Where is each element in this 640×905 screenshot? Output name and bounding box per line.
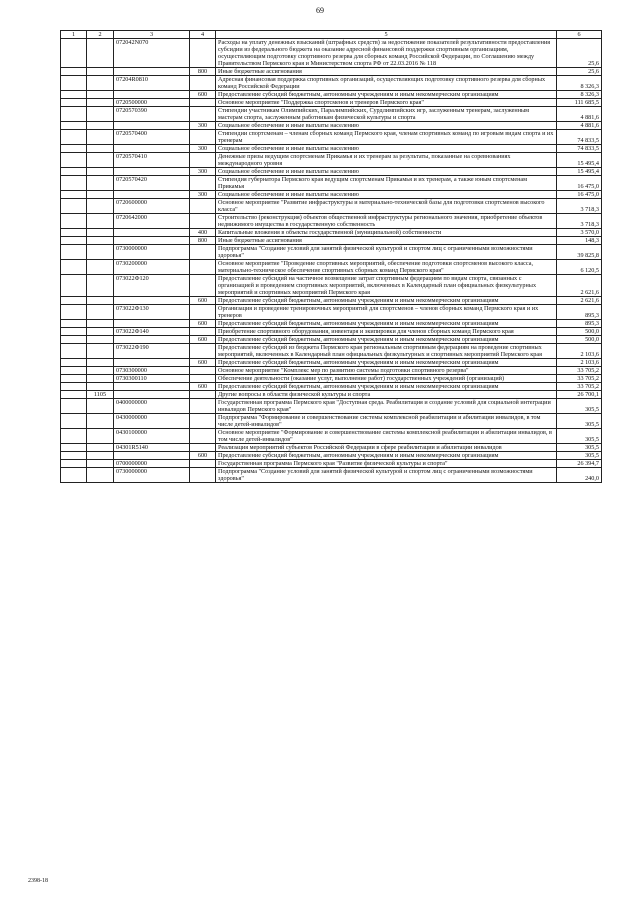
- amount-cell: 33 705,2: [557, 367, 602, 375]
- table-row: [61, 359, 602, 367]
- subsection-code-cell: [87, 91, 114, 99]
- section-code-cell: [61, 214, 87, 229]
- subsection-code-cell: [87, 145, 114, 153]
- section-code-cell: [61, 107, 87, 122]
- item-name-cell: Социальное обеспечение и иные выплаты населению: [216, 145, 557, 153]
- subsection-code-cell: [87, 39, 114, 68]
- item-name-cell: Предоставление субсидий бюджетным, автономным учреждениям и иным некоммерческим организациям: [216, 297, 557, 305]
- table-row: [61, 153, 602, 168]
- amount-cell: 15 495,4: [557, 153, 602, 168]
- section-code-cell: [61, 39, 87, 68]
- amount-cell: 240,0: [557, 468, 602, 483]
- section-code-cell: [61, 229, 87, 237]
- subsection-code-cell: [87, 191, 114, 199]
- section-code-cell: [61, 359, 87, 367]
- subsection-code-cell: [87, 176, 114, 191]
- amount-cell: 111 685,5: [557, 99, 602, 107]
- amount-cell: 500,0: [557, 336, 602, 344]
- target-article-code-cell: 0720642000: [114, 214, 190, 229]
- subsection-code-cell: [87, 245, 114, 260]
- amount-cell: 2 621,6: [557, 275, 602, 297]
- expense-type-code-cell: [190, 375, 216, 383]
- target-article-code-cell: 0720500000: [114, 99, 190, 107]
- amount-cell: 2 103,6: [557, 359, 602, 367]
- table-row: [61, 168, 602, 176]
- table-row: [61, 305, 602, 320]
- table-row: [61, 39, 602, 68]
- header-row: [61, 31, 602, 39]
- amount-cell: 33 705,2: [557, 383, 602, 391]
- section-code-cell: [61, 237, 87, 245]
- table-row: [61, 176, 602, 191]
- target-article-code-cell: 07204R0810: [114, 76, 190, 91]
- table-row: [61, 375, 602, 383]
- section-code-cell: [61, 199, 87, 214]
- subsection-code-cell: [87, 68, 114, 76]
- expense-type-code-cell: [190, 76, 216, 91]
- amount-cell: 26 700,1: [557, 391, 602, 399]
- subsection-code-cell: [87, 344, 114, 359]
- expense-type-code-cell: 300: [190, 145, 216, 153]
- item-name-cell: Обеспечение деятельности (оказание услуг, выполнение работ) государственных учреждений (организаций): [216, 375, 557, 383]
- amount-cell: 305,5: [557, 444, 602, 452]
- target-article-code-cell: 0720570410: [114, 153, 190, 168]
- amount-cell: 8 326,3: [557, 76, 602, 91]
- subsection-code-cell: [87, 320, 114, 328]
- expense-type-code-cell: [190, 468, 216, 483]
- item-name-cell: Иные бюджетные ассигнования: [216, 237, 557, 245]
- expense-type-code-cell: [190, 367, 216, 375]
- section-code-cell: [61, 320, 87, 328]
- subsection-code-cell: [87, 275, 114, 297]
- expense-type-code-cell: [190, 153, 216, 168]
- target-article-code-cell: 0720570400: [114, 130, 190, 145]
- item-name-cell: Предоставление субсидий бюджетным, автономным учреждениям и иным некоммерческим организациям: [216, 383, 557, 391]
- target-article-code-cell: [114, 359, 190, 367]
- subsection-code-cell: [87, 359, 114, 367]
- target-article-code-cell: 0720570390: [114, 107, 190, 122]
- amount-cell: 2 621,6: [557, 297, 602, 305]
- table-row: [61, 336, 602, 344]
- subsection-code-cell: 1105: [87, 391, 114, 399]
- target-article-code-cell: [114, 297, 190, 305]
- item-name-cell: Основное мероприятие "Поддержка спортсменов и тренеров Пермского края": [216, 99, 557, 107]
- table-row: [61, 391, 602, 399]
- expense-type-code-cell: [190, 260, 216, 275]
- table-row: [61, 383, 602, 391]
- table-row: [61, 275, 602, 297]
- target-article-code-cell: 0730000000: [114, 468, 190, 483]
- section-code-cell: [61, 344, 87, 359]
- subsection-code-cell: [87, 153, 114, 168]
- expense-type-code-cell: [190, 107, 216, 122]
- item-name-cell: Приобретение спортивного оборудования, инвентаря и экипировки для членов сборных команд Пермского края: [216, 328, 557, 336]
- subsection-code-cell: [87, 214, 114, 229]
- subsection-code-cell: [87, 305, 114, 320]
- amount-cell: 16 475,0: [557, 191, 602, 199]
- expense-type-code-cell: [190, 245, 216, 260]
- target-article-code-cell: 0430000000: [114, 414, 190, 429]
- page-number: 69: [316, 6, 324, 15]
- item-name-cell: Государственная программа Пермского края "Развитие физической культуры и спорта": [216, 460, 557, 468]
- subsection-code-cell: [87, 444, 114, 452]
- amount-cell: 305,5: [557, 399, 602, 414]
- subsection-code-cell: [87, 122, 114, 130]
- section-code-cell: [61, 460, 87, 468]
- expense-type-code-cell: 800: [190, 68, 216, 76]
- subsection-code-cell: [87, 383, 114, 391]
- item-name-cell: Предоставление субсидий бюджетным, автономным учреждениям и иным некоммерческим организациям: [216, 91, 557, 99]
- section-code-cell: [61, 68, 87, 76]
- budget-table: [60, 30, 602, 483]
- table-row: [61, 145, 602, 153]
- amount-cell: 3 718,3: [557, 214, 602, 229]
- section-code-cell: [61, 122, 87, 130]
- subsection-code-cell: [87, 260, 114, 275]
- amount-cell: 74 833,5: [557, 130, 602, 145]
- target-article-code-cell: [114, 452, 190, 460]
- target-article-code-cell: [114, 122, 190, 130]
- amount-cell: 16 475,0: [557, 176, 602, 191]
- expense-type-code-cell: [190, 199, 216, 214]
- expense-type-code-cell: [190, 99, 216, 107]
- section-code-cell: [61, 452, 87, 460]
- header-cell-6: 6: [557, 31, 602, 39]
- footer-code: 2398-18: [28, 878, 48, 884]
- expense-type-code-cell: [190, 414, 216, 429]
- section-code-cell: [61, 176, 87, 191]
- table-row: [61, 367, 602, 375]
- section-code-cell: [61, 429, 87, 444]
- target-article-code-cell: 0730300000: [114, 367, 190, 375]
- target-article-code-cell: [114, 237, 190, 245]
- expense-type-code-cell: 600: [190, 452, 216, 460]
- target-article-code-cell: 073022Ф140: [114, 328, 190, 336]
- amount-cell: 8 326,3: [557, 91, 602, 99]
- expense-type-code-cell: [190, 399, 216, 414]
- subsection-code-cell: [87, 468, 114, 483]
- item-name-cell: Денежные призы ведущим спортсменам Прикамья и их тренерам за результаты, показанные на соревнованиях международного уровня: [216, 153, 557, 168]
- amount-cell: 4 881,6: [557, 122, 602, 130]
- expense-type-code-cell: 300: [190, 122, 216, 130]
- amount-cell: 305,5: [557, 414, 602, 429]
- expense-type-code-cell: 600: [190, 297, 216, 305]
- target-article-code-cell: [114, 191, 190, 199]
- table-row: [61, 468, 602, 483]
- section-code-cell: [61, 130, 87, 145]
- subsection-code-cell: [87, 375, 114, 383]
- item-name-cell: Стипендии спортсменам – членам сборных команд Пермского края, членам спортивных команд по игровым видам спорта и их тренерам: [216, 130, 557, 145]
- amount-cell: 6 120,5: [557, 260, 602, 275]
- expense-type-code-cell: 300: [190, 168, 216, 176]
- subsection-code-cell: [87, 414, 114, 429]
- item-name-cell: Предоставление субсидий на частичное возмещение затрат спортивным федерациям по видам спорта, связанных с организацией и проведением спортивных мероприятий, включенных в Календарный план официальных физкультурных мероприятий и спортивных мероприятий Пермского края: [216, 275, 557, 297]
- expense-type-code-cell: 600: [190, 383, 216, 391]
- expense-type-code-cell: 600: [190, 91, 216, 99]
- item-name-cell: Подпрограмма "Создание условий для занятий физической культурой и спортом лиц с ограниченными возможностями здоровья": [216, 245, 557, 260]
- amount-cell: 148,3: [557, 237, 602, 245]
- item-name-cell: Социальное обеспечение и иные выплаты населению: [216, 191, 557, 199]
- target-article-code-cell: [114, 336, 190, 344]
- subsection-code-cell: [87, 229, 114, 237]
- table-row: [61, 414, 602, 429]
- expense-type-code-cell: [190, 391, 216, 399]
- item-name-cell: Социальное обеспечение и иные выплаты населению: [216, 122, 557, 130]
- table-row: [61, 429, 602, 444]
- item-name-cell: Организация и проведение тренировочных мероприятий для спортсменов – членов сборных команд Пермского края и их тренеров: [216, 305, 557, 320]
- target-article-code-cell: 0730000000: [114, 245, 190, 260]
- item-name-cell: Государственная программа Пермского края "Доступная среда. Реабилитация и создание условий для социальной интеграции инвалидов Пермского края": [216, 399, 557, 414]
- table-row: [61, 320, 602, 328]
- target-article-code-cell: 072042N070: [114, 39, 190, 68]
- table-row: [61, 68, 602, 76]
- section-code-cell: [61, 275, 87, 297]
- expense-type-code-cell: 300: [190, 191, 216, 199]
- header-cell-2: 2: [87, 31, 114, 39]
- expense-type-code-cell: [190, 460, 216, 468]
- item-name-cell: Строительство (реконструкция) объектов общественной инфраструктуры регионального значения, приобретение объектов недвижимого имущества в государственную собственность: [216, 214, 557, 229]
- item-name-cell: Адресная финансовая поддержка спортивных организаций, осуществляющих подготовку спортивного резерва для сборных команд Российской Федерации: [216, 76, 557, 91]
- item-name-cell: Предоставление субсидий бюджетным, автономным учреждениям и иным некоммерческим организациям: [216, 359, 557, 367]
- item-name-cell: Иные бюджетные ассигнования: [216, 68, 557, 76]
- amount-cell: 26 394,7: [557, 460, 602, 468]
- subsection-code-cell: [87, 199, 114, 214]
- amount-cell: 74 833,5: [557, 145, 602, 153]
- expense-type-code-cell: [190, 305, 216, 320]
- target-article-code-cell: [114, 320, 190, 328]
- subsection-code-cell: [87, 429, 114, 444]
- amount-cell: 15 495,4: [557, 168, 602, 176]
- target-article-code-cell: 0400000000: [114, 399, 190, 414]
- section-code-cell: [61, 468, 87, 483]
- section-code-cell: [61, 99, 87, 107]
- item-name-cell: Реализация мероприятий субъектов Российской Федерации в сфере реабилитации и абилитации инвалидов: [216, 444, 557, 452]
- section-code-cell: [61, 153, 87, 168]
- subsection-code-cell: [87, 460, 114, 468]
- amount-cell: 39 825,8: [557, 245, 602, 260]
- subsection-code-cell: [87, 130, 114, 145]
- item-name-cell: Расходы на уплату денежных взысканий (штрафных средств) за недостижение показателей результативности предоставления субсидии из федерального бюджета на оказание адресной финансовой поддержки спортивным организациям, осуществляющим подготовку спортивного резерва для сборных команд Российской Федерации, по Соглашению между Правительством Пермского края и Министерством спорта РФ от 22.03.2016 № 118: [216, 39, 557, 68]
- table-row: [61, 122, 602, 130]
- target-article-code-cell: [114, 383, 190, 391]
- item-name-cell: Предоставление субсидий бюджетным, автономным учреждениям и иным некоммерческим организациям: [216, 336, 557, 344]
- section-code-cell: [61, 245, 87, 260]
- target-article-code-cell: 0720600000: [114, 199, 190, 214]
- target-article-code-cell: 0720570420: [114, 176, 190, 191]
- subsection-code-cell: [87, 336, 114, 344]
- section-code-cell: [61, 145, 87, 153]
- target-article-code-cell: 0730300110: [114, 375, 190, 383]
- item-name-cell: Предоставление субсидий из бюджета Пермского края региональным спортивным федерациям на проведение спортивных мероприятий, включенных в Календарный план официальных физкультурных и спортивных мероприятий Пермского края: [216, 344, 557, 359]
- expense-type-code-cell: 800: [190, 237, 216, 245]
- expense-type-code-cell: [190, 176, 216, 191]
- target-article-code-cell: [114, 91, 190, 99]
- table-row: [61, 260, 602, 275]
- header-cell-5: 5: [216, 31, 557, 39]
- table-row: [61, 229, 602, 237]
- amount-cell: 3 570,0: [557, 229, 602, 237]
- expense-type-code-cell: [190, 214, 216, 229]
- subsection-code-cell: [87, 328, 114, 336]
- item-name-cell: Основное мероприятие "Проведение спортивных мероприятий, обеспечение подготовки спортсменов высокого класса, материально-техническое обеспечение спортивных сборных команд Пермского края": [216, 260, 557, 275]
- section-code-cell: [61, 391, 87, 399]
- section-code-cell: [61, 336, 87, 344]
- amount-cell: 3 718,3: [557, 199, 602, 214]
- item-name-cell: Предоставление субсидий бюджетным, автономным учреждениям и иным некоммерческим организациям: [216, 452, 557, 460]
- subsection-code-cell: [87, 76, 114, 91]
- item-name-cell: Подпрограмма "Создание условий для занятий физической культурой и спортом лиц с ограниченными возможностями здоровья": [216, 468, 557, 483]
- amount-cell: 305,5: [557, 452, 602, 460]
- subsection-code-cell: [87, 168, 114, 176]
- amount-cell: 25,6: [557, 39, 602, 68]
- amount-cell: 25,6: [557, 68, 602, 76]
- table-row: [61, 99, 602, 107]
- item-name-cell: Основное мероприятие "Формирование и совершенствование системы комплексной реабилитации и абилитации инвалидов, в том числе детей-инвалидов": [216, 429, 557, 444]
- section-code-cell: [61, 367, 87, 375]
- table-body: [61, 31, 602, 483]
- table-row: [61, 452, 602, 460]
- item-name-cell: Основное мероприятие "Комплекс мер по развитию системы подготовки спортивного резерва": [216, 367, 557, 375]
- item-name-cell: Основное мероприятие "Развитие инфраструктуры и материально-технической базы для подготовки спортсменов высокого класса": [216, 199, 557, 214]
- expense-type-code-cell: [190, 39, 216, 68]
- table-row: [61, 444, 602, 452]
- section-code-cell: [61, 328, 87, 336]
- table-row: [61, 460, 602, 468]
- section-code-cell: [61, 414, 87, 429]
- item-name-cell: Предоставление субсидий бюджетным, автономным учреждениям и иным некоммерческим организациям: [216, 320, 557, 328]
- section-code-cell: [61, 383, 87, 391]
- table-row: [61, 199, 602, 214]
- target-article-code-cell: 073022Ф190: [114, 344, 190, 359]
- subsection-code-cell: [87, 237, 114, 245]
- table-row: [61, 191, 602, 199]
- subsection-code-cell: [87, 107, 114, 122]
- table-row: [61, 245, 602, 260]
- expense-type-code-cell: 600: [190, 320, 216, 328]
- target-article-code-cell: 073022Ф120: [114, 275, 190, 297]
- expense-type-code-cell: [190, 344, 216, 359]
- subsection-code-cell: [87, 297, 114, 305]
- amount-cell: 33 705,2: [557, 375, 602, 383]
- target-article-code-cell: 0430100000: [114, 429, 190, 444]
- amount-cell: 2 103,6: [557, 344, 602, 359]
- amount-cell: 4 881,6: [557, 107, 602, 122]
- table-row: [61, 237, 602, 245]
- table-row: [61, 344, 602, 359]
- item-name-cell: Капитальные вложения в объекты государственной (муниципальной) собственности: [216, 229, 557, 237]
- item-name-cell: Социальное обеспечение и иные выплаты населению: [216, 168, 557, 176]
- amount-cell: 895,3: [557, 305, 602, 320]
- item-name-cell: Стипендии участникам Олимпийских, Паралимпийских, Сурдлимпийских игр, заслуженным тренерам, заслуженным мастерам спорта, заслуженным работникам физической культуры и спорта: [216, 107, 557, 122]
- table-row: [61, 91, 602, 99]
- section-code-cell: [61, 191, 87, 199]
- expense-type-code-cell: 400: [190, 229, 216, 237]
- item-name-cell: Стипендия губернатора Пермского края ведущим спортсменам Прикамья и их тренерам, а также юным спортсменам Прикамья: [216, 176, 557, 191]
- target-article-code-cell: [114, 391, 190, 399]
- table-row: [61, 130, 602, 145]
- section-code-cell: [61, 297, 87, 305]
- target-article-code-cell: 0730200000: [114, 260, 190, 275]
- section-code-cell: [61, 168, 87, 176]
- section-code-cell: [61, 399, 87, 414]
- header-cell-3: 3: [114, 31, 190, 39]
- subsection-code-cell: [87, 99, 114, 107]
- target-article-code-cell: 0700000000: [114, 460, 190, 468]
- amount-cell: 305,5: [557, 429, 602, 444]
- target-article-code-cell: 04301R5140: [114, 444, 190, 452]
- subsection-code-cell: [87, 399, 114, 414]
- expense-type-code-cell: [190, 429, 216, 444]
- target-article-code-cell: [114, 229, 190, 237]
- target-article-code-cell: [114, 68, 190, 76]
- section-code-cell: [61, 260, 87, 275]
- expense-type-code-cell: 600: [190, 359, 216, 367]
- section-code-cell: [61, 76, 87, 91]
- target-article-code-cell: [114, 145, 190, 153]
- expense-type-code-cell: [190, 130, 216, 145]
- table-row: [61, 214, 602, 229]
- target-article-code-cell: [114, 168, 190, 176]
- target-article-code-cell: 073022Ф130: [114, 305, 190, 320]
- expense-type-code-cell: [190, 444, 216, 452]
- table-row: [61, 328, 602, 336]
- header-cell-1: 1: [61, 31, 87, 39]
- table-row: [61, 297, 602, 305]
- expense-type-code-cell: [190, 328, 216, 336]
- section-code-cell: [61, 444, 87, 452]
- section-code-cell: [61, 91, 87, 99]
- header-cell-4: 4: [190, 31, 216, 39]
- expense-type-code-cell: 600: [190, 336, 216, 344]
- amount-cell: 500,0: [557, 328, 602, 336]
- section-code-cell: [61, 375, 87, 383]
- subsection-code-cell: [87, 367, 114, 375]
- subsection-code-cell: [87, 452, 114, 460]
- amount-cell: 895,3: [557, 320, 602, 328]
- item-name-cell: Другие вопросы в области физической культуры и спорта: [216, 391, 557, 399]
- table-row: [61, 399, 602, 414]
- table-row: [61, 76, 602, 91]
- expense-type-code-cell: [190, 275, 216, 297]
- table-row: [61, 107, 602, 122]
- section-code-cell: [61, 305, 87, 320]
- item-name-cell: Подпрограмма "Формирование и совершенствование системы комплексной реабилитации и абилитации инвалидов, в том числе детей-инвалидов": [216, 414, 557, 429]
